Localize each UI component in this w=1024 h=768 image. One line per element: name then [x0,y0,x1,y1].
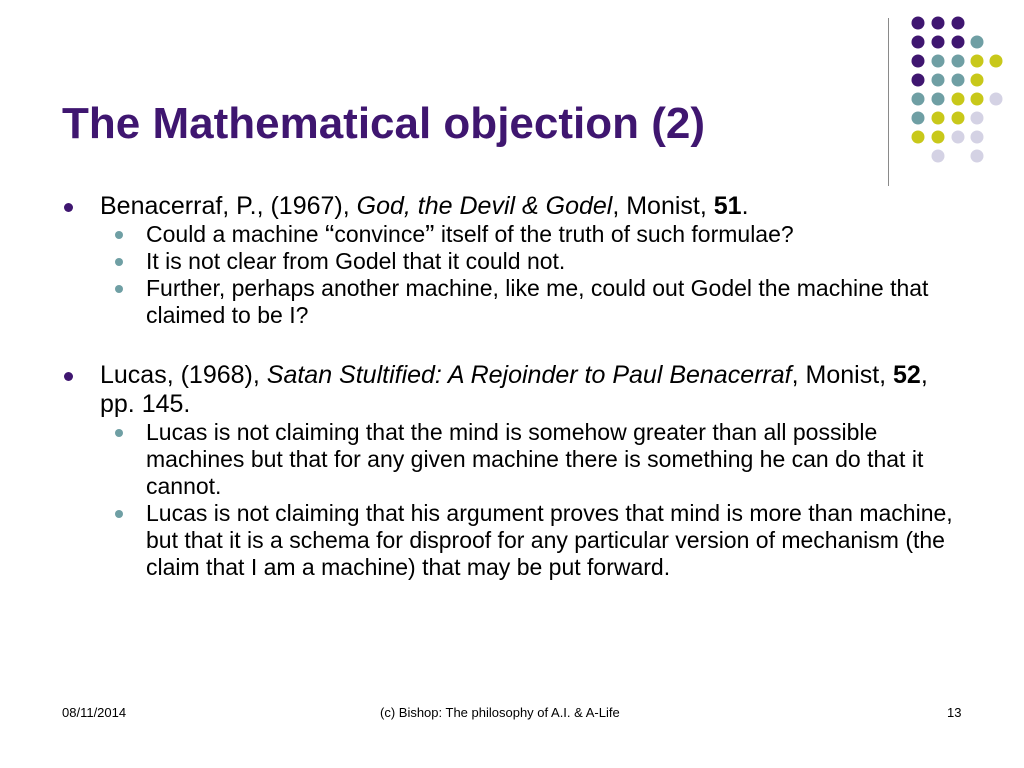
sub-bullet [62,248,962,275]
spacer [62,329,962,361]
dot [952,55,965,68]
dot [932,55,945,68]
dot [952,93,965,106]
dot-row-3 [912,55,1003,68]
dot [912,112,925,125]
bullet-benacerraf [62,192,962,221]
footer-page-number: 13 [947,705,962,720]
dot-row-4 [912,74,984,87]
sub-bullet-text: It is not clear from Godel that it could not. [146,248,566,274]
dot [912,55,925,68]
dot [932,36,945,49]
dot [952,74,965,87]
sub-bullet-text: Lucas is not claiming that the mind is somehow greater than all possible machines but that for any given machine there is something he can do that it cannot. [146,419,924,499]
sub-bullet-text-post: itself of the truth of such formulae? [434,221,794,247]
dot [932,93,945,106]
dot [932,131,945,144]
dot [971,74,984,87]
footer-credit: (c) Bishop: The philosophy of A.I. & A-Life [380,705,620,720]
dot [971,112,984,125]
dot [952,112,965,125]
dot [932,17,945,30]
bullet-marker [64,203,73,212]
dot-row-5 [912,93,1003,106]
dot [990,55,1003,68]
dot [912,131,925,144]
dot-row-1 [912,17,965,30]
citation-volume: 51 [713,192,742,220]
dot-row-7 [912,131,984,144]
citation-tail: . [741,192,749,220]
dot [912,93,925,106]
citation-volume: 52 [893,361,921,389]
quoted-word: convince [334,221,426,247]
dot [971,150,984,163]
sub-bullet-marker [115,258,123,266]
dot [971,36,984,49]
citation-journal: , Monist, [612,192,714,220]
sub-bullet [62,275,962,329]
citation-author: Lucas, (1968), [100,361,267,389]
slide-body [62,192,962,581]
bullet-lucas [62,361,962,419]
sub-bullet-marker [115,231,123,239]
dot [990,93,1003,106]
dot [912,17,925,30]
bullet-marker [64,372,73,381]
sub-bullet [62,221,962,248]
sub-bullet [62,419,962,500]
dot-row-2 [912,36,984,49]
dot [912,74,925,87]
slide-title: The Mathematical objection (2) [62,99,705,148]
dot-row-6 [912,112,984,125]
footer-date: 08/11/2014 [62,705,127,720]
dot [971,55,984,68]
sub-bullet [62,500,962,581]
dot [952,36,965,49]
open-quote: “ [325,219,335,250]
citation-work-title: God, the Devil & Godel [356,192,613,220]
dot [971,131,984,144]
sub-bullet-text-pre: Could a machine [146,221,325,247]
sub-bullet-marker [115,429,123,437]
sub-bullet-text: Further, perhaps another machine, like me, could out Godel the machine that claimed to be I? [146,275,929,328]
sub-bullet-marker [115,285,123,293]
citation-work-title: Satan Stultified: A Rejoinder to Paul Benacerraf [266,361,792,389]
dot [932,112,945,125]
dot [952,17,965,30]
dot [971,93,984,106]
sub-bullet-text: Lucas is not claiming that his argument proves that mind is more than machine, but that it is a schema for disproof for any particular version of mechanism (the claim that I am a machine) that may be put forward. [146,500,953,580]
dot [952,131,965,144]
dot [932,150,945,163]
dot [932,74,945,87]
citation-tail: , pp. 145. [100,361,928,418]
close-quote: ” [425,219,435,250]
dot-row-8 [932,150,984,163]
citation-author: Benacerraf, P., (1967), [100,192,357,220]
dot [912,36,925,49]
citation-journal: , Monist, [791,361,894,389]
title-divider-line [888,18,889,186]
sub-bullet-marker [115,510,123,518]
